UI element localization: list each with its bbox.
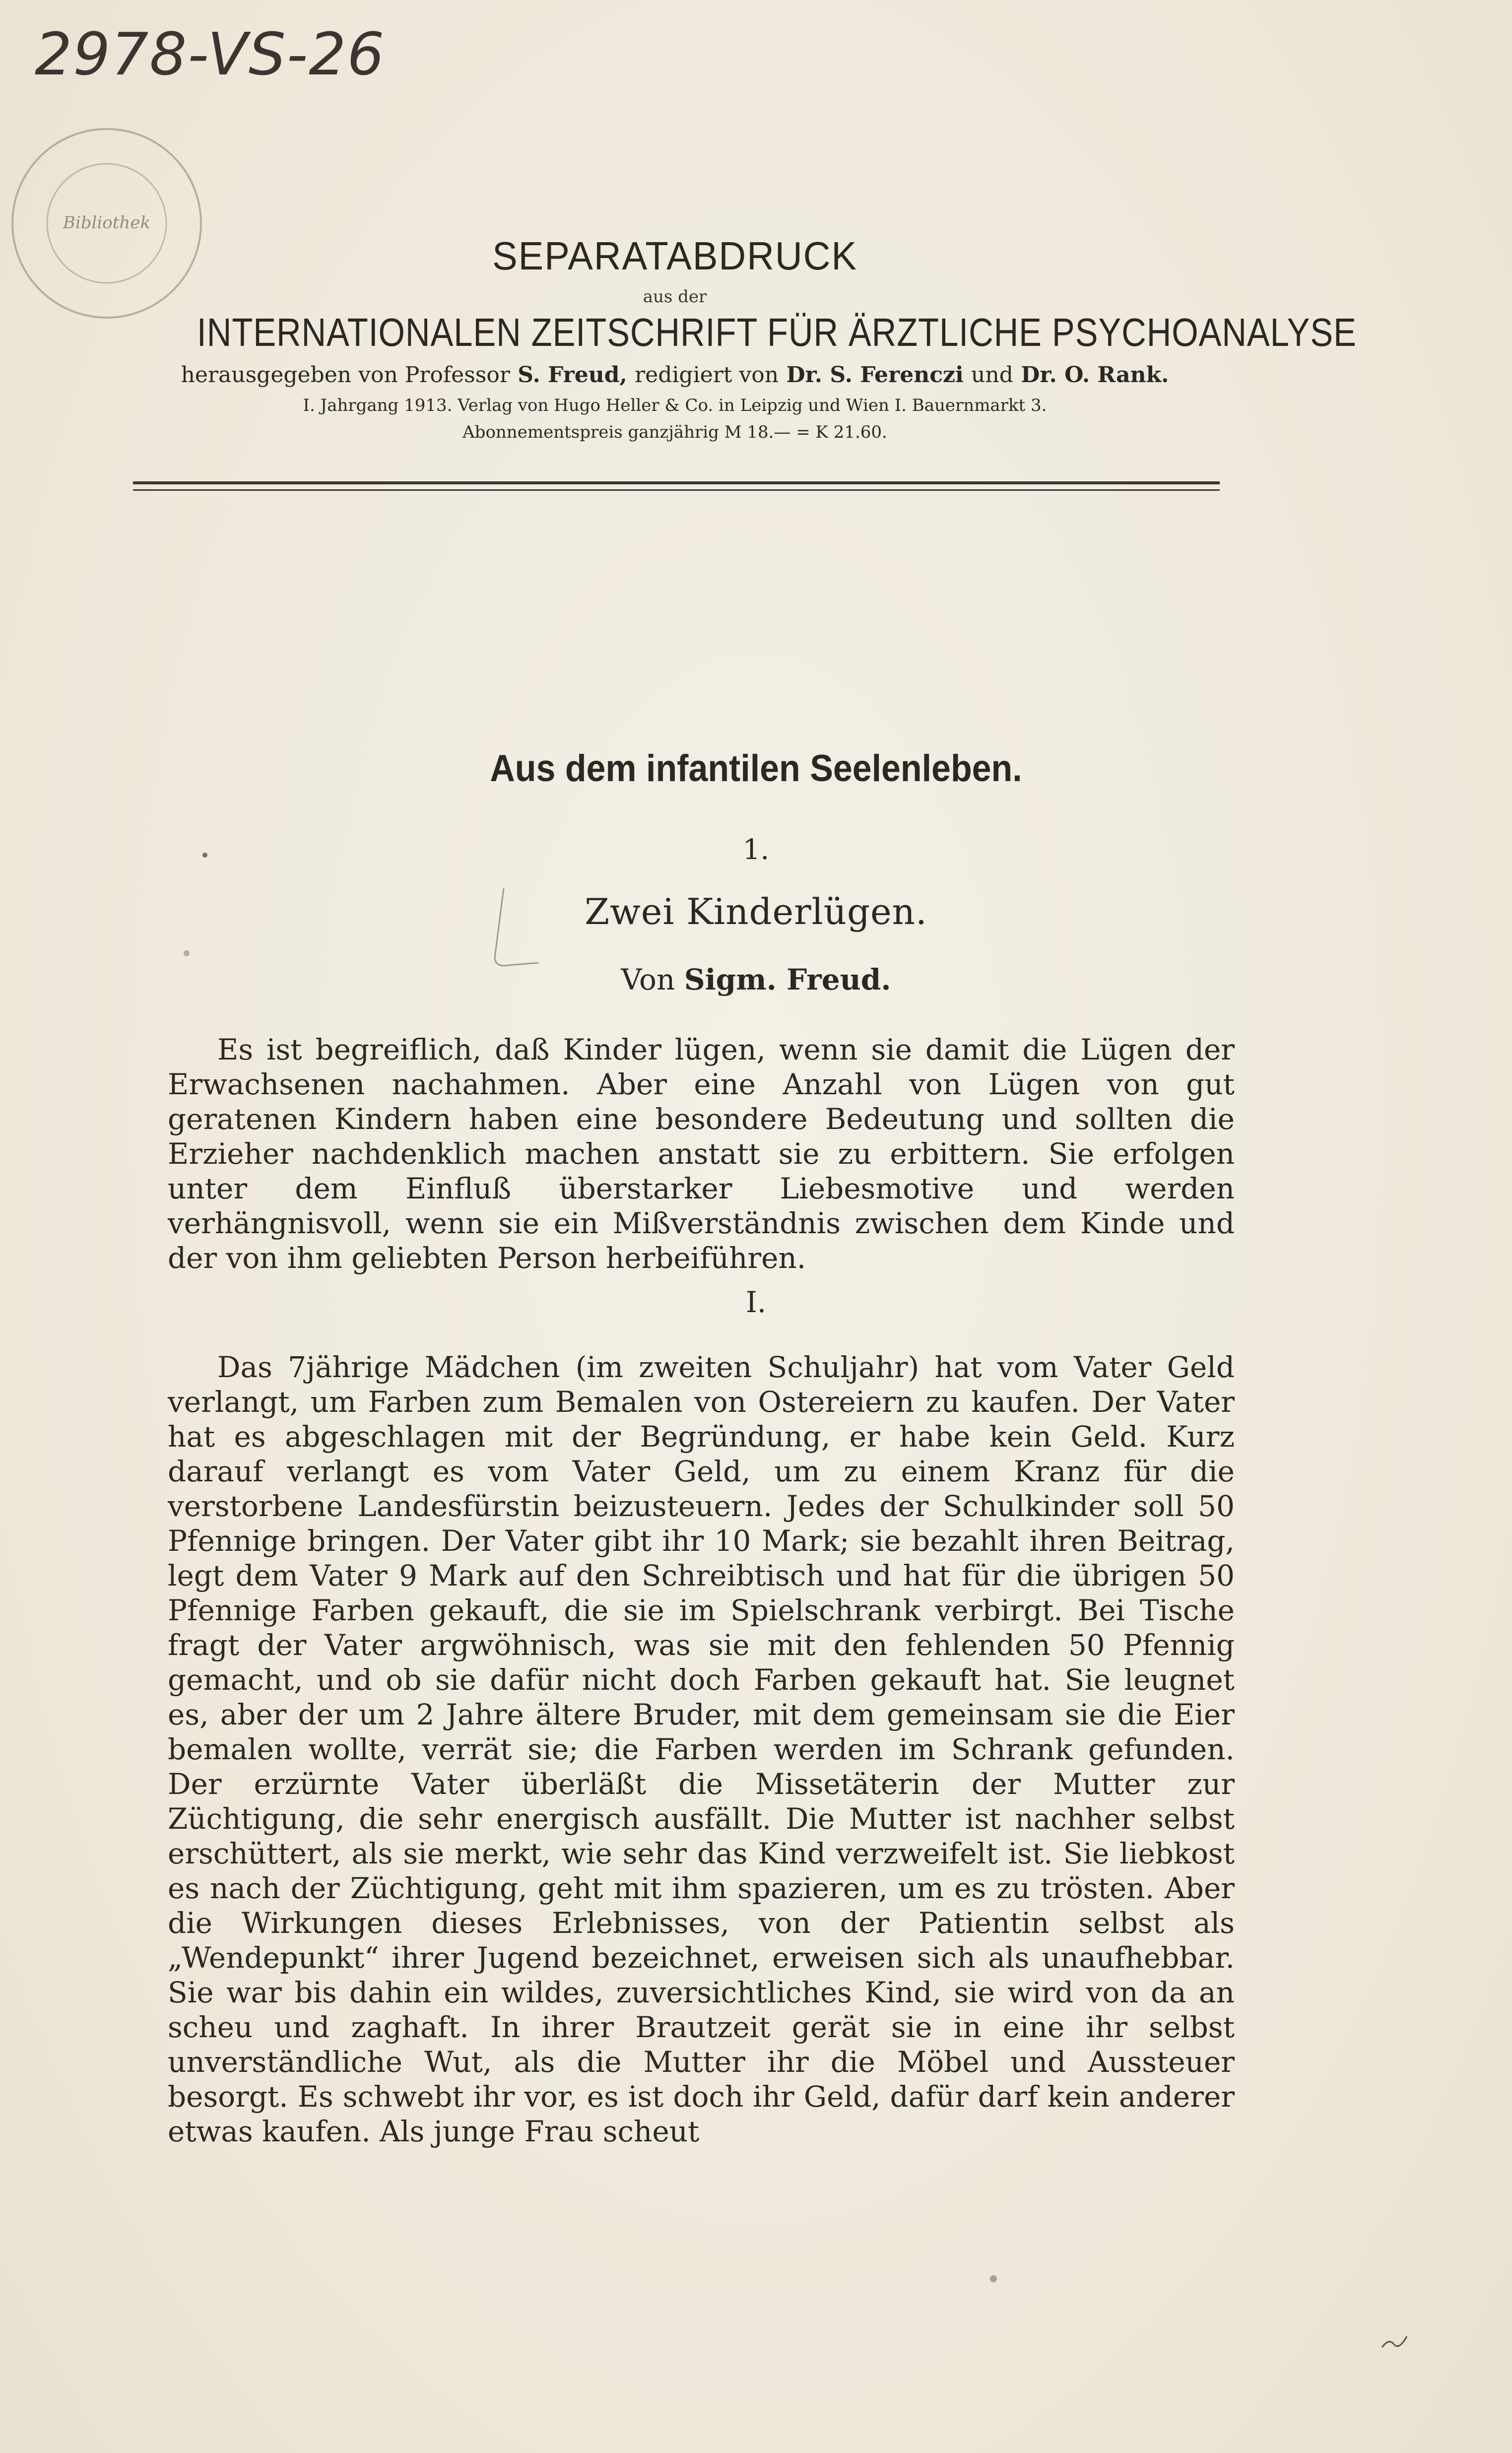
journal-name: INTERNATIONALEN ZEITSCHRIFT FÜR ÄRZTLICHE PSYCHOANALYSE (197, 310, 1357, 354)
editor-ferenczi: Dr. S. Ferenczi (786, 362, 964, 388)
separatabdruck-heading: SEPARATABDRUCK (492, 234, 858, 278)
header-rule-thin (133, 489, 1220, 491)
part-roman-numeral: I. (745, 1285, 767, 1319)
editor-freud: S. Freud, (518, 362, 627, 388)
author-prefix: Von (621, 963, 675, 996)
publisher-line: I. Jahrgang 1913. Verlag von Hugo Heller & Co. in Leipzig und Wien I. Bauernmarkt 3. (303, 396, 1047, 415)
editors-and: und (971, 362, 1013, 388)
ink-speck (184, 950, 190, 956)
editors-line (119, 362, 1231, 388)
catalog-number-handwritten: 2978-VS-26 (35, 20, 386, 88)
author-name: Sigm. Freud. (684, 963, 891, 996)
body-paragraph: Das 7jährige Mädchen (im zweiten Schuljahr) hat vom Vater Geld verlangt, um Farben zum Bemalen von Ostereiern zu kaufen. Der Vater hat es abgeschlagen mit der Begründung, er habe kein Geld. Kurz darauf verlangt es vom Vater Geld, um zu einem Kranz für die verstorbene Landesfürstin beizusteuern. Jedes der Schulkinder soll 50 Pfennige bringen. Der Vater gibt ihr 10 Mark; sie bezahlt ihren Beitrag, legt dem Vater 9 Mark auf den Schreibtisch und hat für die übrigen 50 Pfennige Farben gekauft, die sie im Spielschrank verbirgt. Bei Tische fragt der Vater argwöhnisch, was sie mit den fehlenden 50 Pfennig gemacht, und ob sie dafür nicht doch Farben gekauft hat. Sie leugnet es, aber der um 2 Jahre ältere Bruder, mit dem gemeinsam sie die Eier bemalen wollte, verrät sie; die Farben werden im Schrank gefunden. Der erzürnte Vater überläßt die Missetäterin der Mutter zur Züchtigung, die sehr energisch ausfällt. Die Mutter ist nachher selbst erschüttert, als sie merkt, wie sehr das Kind verzweifelt ist. Sie liebkost es nach der Züchtigung, geht mit ihm spazieren, um es zu trösten. Aber die Wirkungen dieses Erlebnisses, von der Patientin selbst als „Wendepunkt“ ihrer Jugend bezeichnet, erweisen sich als unaufhebbar. Sie war bis dahin ein wildes, zuversichtliches Kind, sie wird von da an scheu und zaghaft. In ihrer Brautzeit gerät sie in eine ihr selbst unverständliche Wut, als die Mutter ihr die Möbel und Aussteuer besorgt. Es schwebt ihr vor, es ist doch ihr Geld, dafür darf kein anderer etwas kaufen. Als junge Frau scheut (168, 1350, 1235, 2148)
author-line (0, 963, 1512, 996)
pencil-corner-mark (1380, 2332, 1409, 2352)
reprint-header (119, 233, 1357, 442)
intro-paragraph: Es ist begreiflich, daß Kinder lügen, wenn sie damit die Lügen der Erwachsenen nachahmen. Aber eine Anzahl von Lügen von gut geratenen Kindern haben eine besondere Bedeutung und sollten die Erzieher nachdenklich machen anstatt sie zu erbittern. Sie erfolgen unter dem Einfluß überstarker Liebesmotive und werden verhängnisvoll, wenn sie ein Mißverständnis zwischen dem Kinde und der von ihm geliebten Person herbeiführen. (168, 1033, 1235, 1275)
editors-mid: redigiert von (635, 362, 779, 388)
section-number: 1. (742, 834, 770, 866)
editors-prefix: herausgegeben von Professor (181, 362, 510, 388)
editor-rank: Dr. O. Rank. (1021, 362, 1169, 388)
subscription-price: Abonnementspreis ganzjährig M 18.— = K 21.60. (462, 422, 887, 442)
ink-speck (202, 853, 207, 858)
header-rule-thick (133, 481, 1220, 484)
article-subtitle: Zwei Kinderlügen. (585, 891, 927, 932)
article-title: Aus dem infantilen Seelenleben. (490, 747, 1022, 790)
svg-text:Bibliothek: Bibliothek (63, 213, 151, 233)
ink-speck (990, 2275, 997, 2282)
aus-der-line: aus der (643, 287, 707, 307)
